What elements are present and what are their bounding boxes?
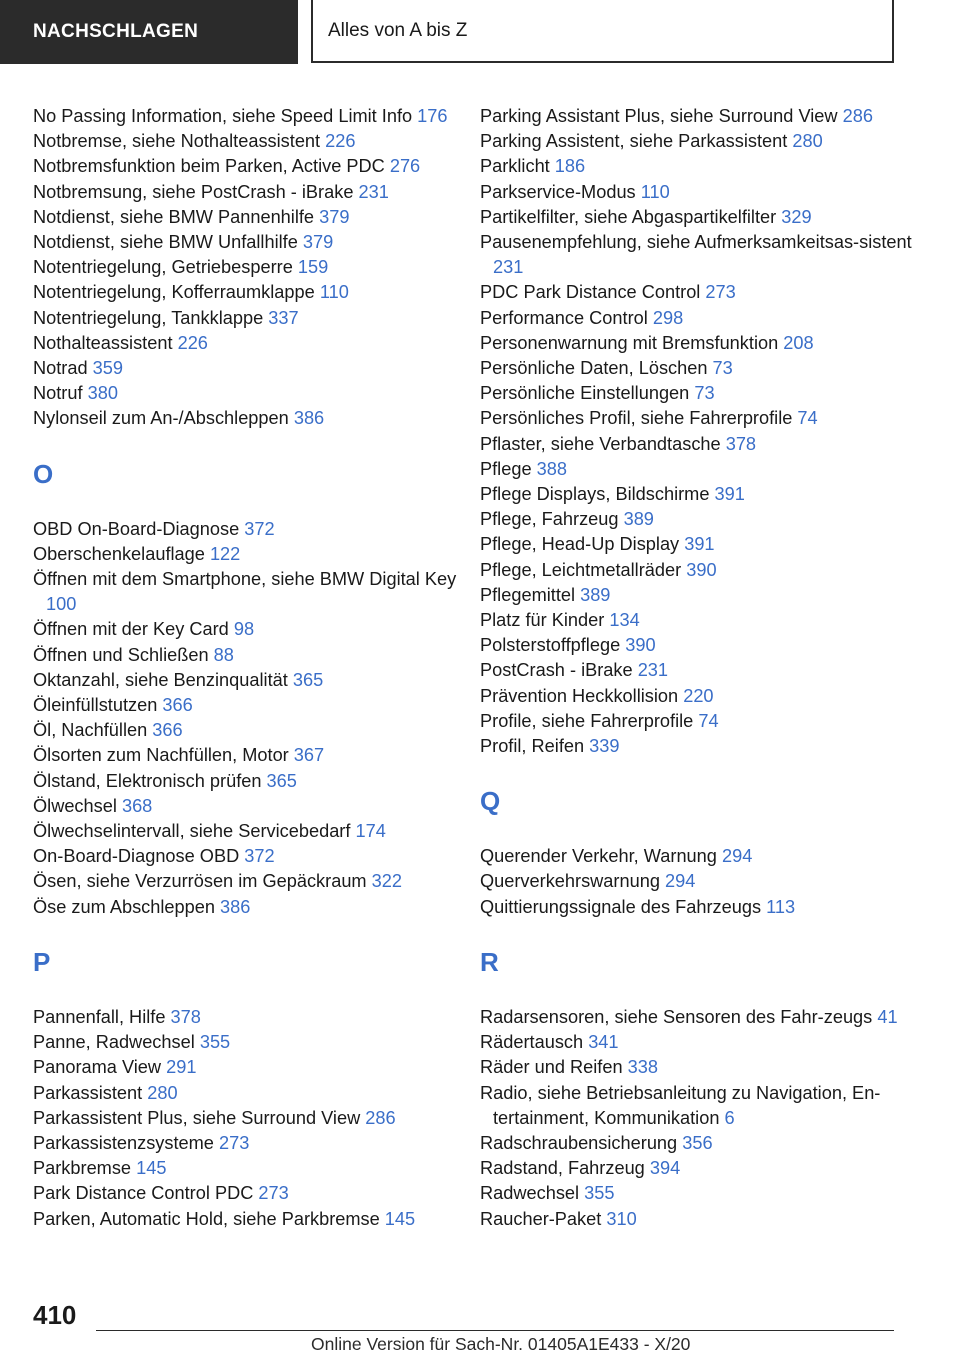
page-link[interactable]: 294 <box>665 871 696 892</box>
index-term: Ölstand, Elektronisch prüfen <box>33 770 267 791</box>
index-entry <box>33 154 463 179</box>
page-link[interactable]: 286 <box>842 106 873 126</box>
index-entry <box>480 1181 920 1206</box>
index-entry <box>480 180 920 205</box>
page-link[interactable]: 176 <box>417 106 448 126</box>
page-link[interactable]: 208 <box>783 332 814 353</box>
index-term: Platz für Kinder <box>480 610 610 631</box>
index-term: Notbremse, siehe Nothalteassistent <box>33 131 326 152</box>
page-link[interactable]: 356 <box>682 1132 713 1153</box>
index-entry <box>480 1156 920 1181</box>
page-link[interactable]: 276 <box>389 156 421 177</box>
index-entry <box>480 306 920 331</box>
index-entry <box>480 558 920 583</box>
page-link[interactable]: 226 <box>325 131 356 152</box>
index-entry <box>480 1030 920 1055</box>
index-entry <box>33 769 463 794</box>
index-entry <box>33 406 463 431</box>
index-entry <box>33 643 463 668</box>
page-link[interactable]: 74 <box>698 710 719 731</box>
index-term: PostCrash - iBrake <box>480 660 638 681</box>
index-entry <box>480 1005 920 1030</box>
page-link[interactable]: 379 <box>319 206 350 227</box>
chapter-tab <box>311 0 894 63</box>
index-entry <box>480 734 920 759</box>
page-link[interactable]: 186 <box>554 156 586 177</box>
index-term: Parkservice-Modus <box>480 181 641 202</box>
index-term: Öl, Nachfüllen <box>33 720 153 741</box>
index-term: Oktanzahl, siehe Benzinqualität <box>33 669 293 690</box>
page-link[interactable]: 231 <box>637 660 669 681</box>
page-link[interactable]: 41 <box>877 1006 898 1027</box>
index-entry <box>33 895 463 920</box>
index-term: Rädertausch <box>480 1032 589 1053</box>
index-entry <box>33 718 463 743</box>
page-link[interactable]: 291 <box>166 1057 197 1078</box>
index-entry <box>33 542 463 567</box>
index-entry <box>33 230 463 255</box>
index-letter-heading: P <box>33 946 51 977</box>
index-entry <box>480 331 920 356</box>
index-term: Parking Assistent, siehe Parkassistent <box>480 131 793 152</box>
index-entry <box>33 331 463 356</box>
index-entry <box>33 1030 463 1055</box>
index-entry <box>33 356 463 381</box>
index-term: Quittierungssignale des Fahrzeugs <box>480 896 767 917</box>
index-term: Notbremsfunktion beim Parken, Active PDC <box>33 156 390 177</box>
page-link[interactable]: 231 <box>493 257 524 278</box>
page-link[interactable]: 280 <box>792 131 823 152</box>
page-link[interactable]: 329 <box>781 206 812 227</box>
index-entry <box>480 406 920 431</box>
index-entry <box>480 869 920 894</box>
index-term: Parken, Automatic Hold, siehe Parkbremse <box>33 1208 385 1229</box>
index-term: Notentriegelung, Kofferraumklappe <box>33 282 320 303</box>
index-entry <box>480 532 920 557</box>
page-link[interactable]: 379 <box>302 232 334 253</box>
index-entry <box>480 230 920 280</box>
page-link[interactable]: 73 <box>694 383 715 404</box>
index-entry <box>480 1081 920 1131</box>
index-entry <box>480 356 920 381</box>
index-entry <box>480 205 920 230</box>
index-term: Pflege, Leichtmetallräder <box>480 559 687 580</box>
index-term: Parkassistenzsysteme <box>33 1132 219 1153</box>
index-term: Raucher-Paket <box>480 1208 607 1229</box>
index-entry <box>33 104 463 129</box>
index-term: Ölsorten zum Nachfüllen, Motor <box>33 745 294 766</box>
index-term: Partikelfilter, siehe Abgaspartikelfilter <box>480 206 782 227</box>
index-entry <box>480 432 920 457</box>
index-term: Pflege Displays, Bildschirme <box>480 484 715 505</box>
page-link[interactable]: 380 <box>87 383 118 404</box>
page-link[interactable]: 226 <box>177 332 208 353</box>
index-term: Öffnen und Schließen <box>33 644 214 665</box>
index-term: Parking Assistant Plus, siehe Surround View <box>480 106 843 126</box>
page-link[interactable]: 365 <box>266 770 297 791</box>
index-term: Persönliche Einstellungen <box>480 383 695 404</box>
page-link[interactable]: 220 <box>683 685 714 706</box>
footer-text: Online Version für Sach-Nr. 01405A1E433 - X/20 <box>311 1334 691 1354</box>
page-link[interactable]: 310 <box>606 1208 637 1229</box>
index-column-right <box>480 104 920 1232</box>
index-term: Parkassistent Plus, siehe Surround View <box>33 1107 366 1128</box>
page-link[interactable]: 294 <box>721 846 753 867</box>
index-entry <box>480 129 920 154</box>
page-link[interactable]: 391 <box>684 534 715 555</box>
index-term: Notentriegelung, Tankklappe <box>33 307 269 328</box>
page-link[interactable]: 390 <box>686 559 717 580</box>
index-entry <box>33 567 463 617</box>
index-term: Notruf <box>33 383 88 404</box>
index-entry <box>33 1181 463 1206</box>
page-link[interactable]: 145 <box>384 1208 416 1229</box>
index-term: Querverkehrswarnung <box>480 871 665 892</box>
index-term: Pannenfall, Hilfe <box>33 1006 171 1027</box>
section-title: NACHSCHLAGEN <box>33 21 199 42</box>
index-term: Radwechsel <box>480 1183 585 1204</box>
page-link[interactable]: 110 <box>319 282 349 303</box>
index-entry <box>33 306 463 331</box>
index-term: Radstand, Fahrzeug <box>480 1158 650 1179</box>
page-link[interactable]: 145 <box>136 1158 167 1179</box>
page-link[interactable]: 389 <box>623 509 654 530</box>
index-entry <box>33 1081 463 1106</box>
index-term: Ölwechsel <box>33 795 122 816</box>
index-term: Radio, siehe Betriebsanleitung zu Navigation, En-tertainment, Kommunikation <box>480 1082 881 1128</box>
page-link[interactable]: 280 <box>147 1082 178 1103</box>
index-term: Öse zum Abschleppen <box>33 896 221 917</box>
index-entry <box>480 583 920 608</box>
index-term: Nylonseil zum An-/Abschleppen <box>33 408 294 429</box>
index-term: PDC Park Distance Control <box>480 282 706 303</box>
index-entry <box>33 869 463 894</box>
index-term: Pflaster, siehe Verbandtasche <box>480 433 726 454</box>
index-entry <box>33 617 463 642</box>
index-entry <box>480 658 920 683</box>
index-term: Parklicht <box>480 156 555 177</box>
page-link[interactable]: 273 <box>218 1132 250 1153</box>
index-entry <box>480 507 920 532</box>
index-entry <box>33 1131 463 1156</box>
index-term: Öleinfüllstutzen <box>33 695 163 716</box>
index-term: Radschraubensicherung <box>480 1132 683 1153</box>
page-link[interactable]: 110 <box>640 181 670 202</box>
index-entry <box>33 819 463 844</box>
index-entry <box>33 844 463 869</box>
index-column-left <box>33 104 463 1232</box>
page-link[interactable]: 388 <box>536 458 567 479</box>
page-link[interactable]: 159 <box>297 257 329 278</box>
index-entry <box>33 255 463 280</box>
index-entry <box>480 633 920 658</box>
page-link[interactable]: 339 <box>589 736 620 757</box>
index-term: No Passing Information, siehe Speed Limit Info <box>33 106 418 126</box>
page-link[interactable]: 338 <box>627 1057 658 1078</box>
index-term: Park Distance Control PDC <box>33 1183 259 1204</box>
page-link[interactable]: 367 <box>293 745 325 766</box>
index-term: Parkassistent <box>33 1082 148 1103</box>
index-term: Öffnen mit dem Smartphone, siehe BMW Digital Key <box>33 569 457 590</box>
page-link[interactable]: 391 <box>714 484 745 505</box>
index-term: Pflege <box>480 458 537 479</box>
page-link[interactable]: 378 <box>170 1006 201 1027</box>
index-entry <box>33 1207 463 1232</box>
index-term: Oberschenkelauflage <box>33 543 210 564</box>
index-entry <box>480 844 920 869</box>
page-link[interactable]: 386 <box>293 408 325 429</box>
page-link[interactable]: 341 <box>588 1032 619 1053</box>
index-entry <box>33 205 463 230</box>
index-term: Notbremsung, siehe PostCrash - iBrake <box>33 181 359 202</box>
index-term: Persönliche Daten, Löschen <box>480 358 713 379</box>
index-term: Prävention Heckkollision <box>480 685 684 706</box>
index-entry <box>33 693 463 718</box>
index-term: Notdienst, siehe BMW Unfallhilfe <box>33 232 303 253</box>
index-term: Personenwarnung mit Bremsfunktion <box>480 332 784 353</box>
index-term: Pflege, Head-Up Display <box>480 534 685 555</box>
index-term: Ösen, siehe Verzurrösen im Gepäckraum <box>33 871 372 892</box>
index-term: Performance Control <box>480 307 653 328</box>
index-entry <box>33 1106 463 1131</box>
index-term: Notentriegelung, Getriebesperre <box>33 257 298 278</box>
index-term: Panne, Radwechsel <box>33 1032 200 1053</box>
page-link[interactable]: 322 <box>371 871 402 892</box>
page-link[interactable]: 98 <box>233 619 255 640</box>
page-link[interactable]: 174 <box>355 821 386 842</box>
index-entry <box>33 794 463 819</box>
section-tab <box>0 0 298 64</box>
index-entry <box>480 608 920 633</box>
index-term: Profil, Reifen <box>480 736 590 757</box>
index-entry <box>480 381 920 406</box>
index-entry <box>480 1131 920 1156</box>
page-link[interactable]: 74 <box>797 408 818 429</box>
index-entry <box>33 668 463 693</box>
index-entry <box>33 517 463 542</box>
page-link[interactable]: 73 <box>712 358 733 379</box>
page-link[interactable]: 359 <box>92 358 124 379</box>
page-link[interactable]: 372 <box>244 846 275 867</box>
page-link[interactable]: 100 <box>46 594 77 615</box>
index-entry <box>480 104 920 129</box>
index-term: Notdienst, siehe BMW Pannenhilfe <box>33 206 320 227</box>
page-link[interactable]: 386 <box>220 896 251 917</box>
index-entry <box>33 280 463 305</box>
index-term: Panorama View <box>33 1057 167 1078</box>
footer-divider <box>96 1330 894 1331</box>
index-term: Radarsensoren, siehe Sensoren des Fahr-zeugs <box>480 1006 878 1027</box>
index-term: Räder und Reifen <box>480 1057 628 1078</box>
page-number: 410 <box>33 1300 77 1330</box>
page-link[interactable]: 134 <box>609 610 640 631</box>
page-link[interactable]: 231 <box>358 181 389 202</box>
index-entry <box>33 180 463 205</box>
index-letter-heading: R <box>480 946 499 977</box>
chapter-title: Alles von A bis Z <box>328 19 468 41</box>
index-term: Notrad <box>33 358 93 379</box>
index-letter-heading: O <box>33 458 54 489</box>
index-term: Profile, siehe Fahrerprofile <box>480 710 699 731</box>
page-link[interactable]: 366 <box>162 695 193 716</box>
page-link[interactable]: 355 <box>584 1183 615 1204</box>
index-entry <box>480 482 920 507</box>
index-term: Pflegemittel <box>480 584 581 605</box>
page-link[interactable]: 337 <box>268 307 299 328</box>
page-link[interactable]: 366 <box>152 720 183 741</box>
index-entry <box>480 154 920 179</box>
index-entry <box>480 457 920 482</box>
index-term: OBD On-Board-Diagnose <box>33 518 245 539</box>
page-link[interactable]: 365 <box>292 669 324 690</box>
page-link[interactable]: 368 <box>121 795 153 816</box>
index-term: Öffnen mit der Key Card <box>33 619 234 640</box>
index-entry <box>33 1156 463 1181</box>
index-entry <box>33 1055 463 1080</box>
index-term: Parkbremse <box>33 1158 137 1179</box>
index-entry <box>33 743 463 768</box>
index-entry <box>480 1207 920 1232</box>
page-link[interactable]: 394 <box>649 1158 681 1179</box>
index-entry <box>480 895 920 920</box>
page-link[interactable]: 298 <box>652 307 684 328</box>
index-entry <box>480 709 920 734</box>
index-entry <box>33 381 463 406</box>
page-link[interactable]: 113 <box>766 896 796 917</box>
index-term: Nothalteassistent <box>33 332 178 353</box>
index-entry <box>480 684 920 709</box>
index-term: Querender Verkehr, Warnung <box>480 846 722 867</box>
index-entry <box>33 129 463 154</box>
index-entry <box>33 1005 463 1030</box>
page-link[interactable]: 273 <box>705 282 736 303</box>
index-term: On-Board-Diagnose OBD <box>33 846 245 867</box>
page-link[interactable]: 6 <box>724 1107 735 1128</box>
page-link[interactable]: 273 <box>258 1183 289 1204</box>
index-term: Persönliches Profil, siehe Fahrerprofile <box>480 408 798 429</box>
page-link[interactable]: 389 <box>580 584 611 605</box>
page-link[interactable]: 355 <box>199 1032 231 1053</box>
index-term: Polsterstoffpflege <box>480 635 626 656</box>
page-link[interactable]: 378 <box>725 433 757 454</box>
index-entry <box>480 1055 920 1080</box>
index-entry <box>480 280 920 305</box>
page-link[interactable]: 286 <box>365 1107 396 1128</box>
index-term: Ölwechselintervall, siehe Servicebedarf <box>33 821 356 842</box>
page-link[interactable]: 390 <box>625 635 656 656</box>
index-letter-heading: Q <box>480 786 501 817</box>
index-term: Pflege, Fahrzeug <box>480 509 624 530</box>
index-term: Pausenempfehlung, siehe Aufmerksamkeitsas-sistent <box>480 232 912 253</box>
page-link[interactable]: 88 <box>213 644 234 665</box>
page-link[interactable]: 122 <box>209 543 241 564</box>
page-link[interactable]: 372 <box>244 518 275 539</box>
